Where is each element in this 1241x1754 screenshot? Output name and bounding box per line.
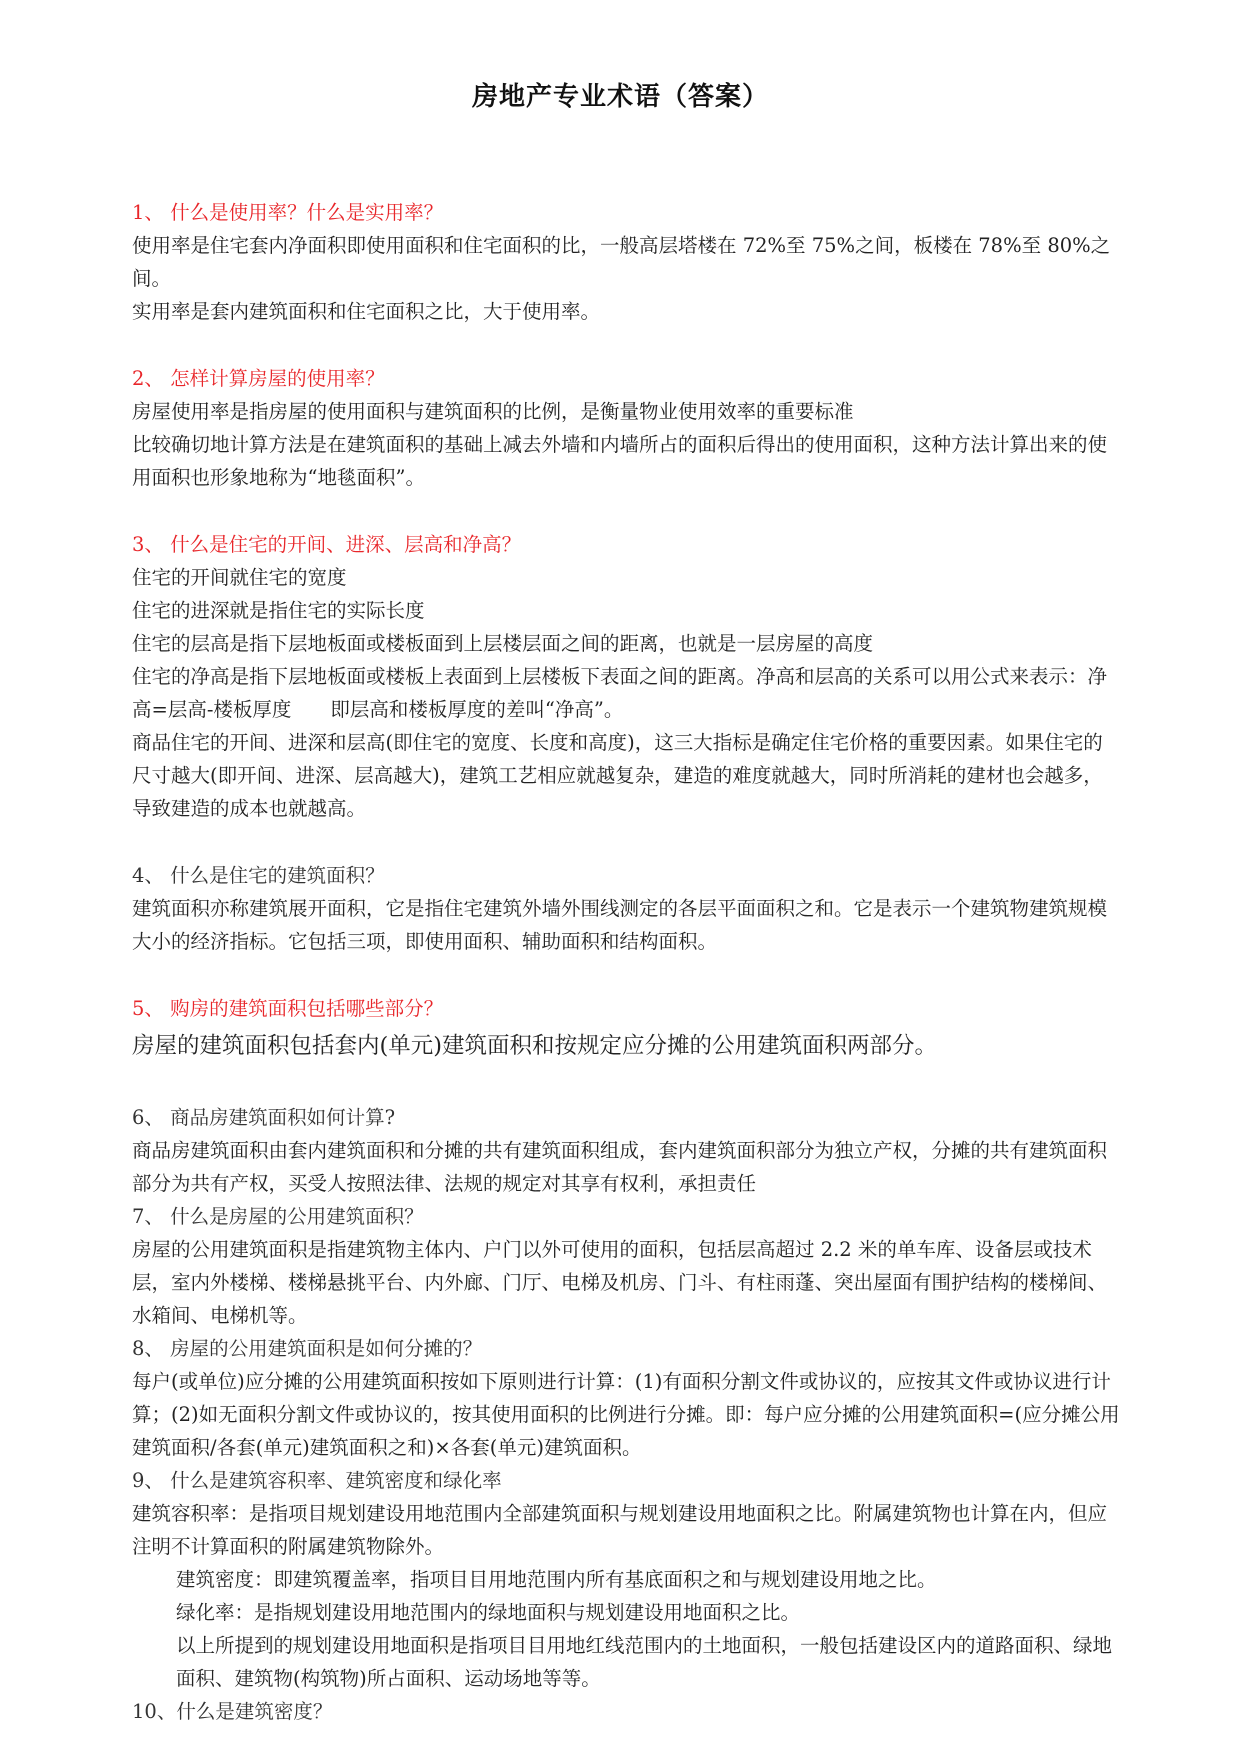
answer-paragraph: 建筑密度：即建筑覆盖率，指项目目用地范围内所有基底面积之和与规划建设用地之比。 — [176, 1568, 937, 1591]
question-4: 4、 什么是住宅的建筑面积？ — [132, 864, 385, 887]
answer-paragraph: 商品住宅的开间、进深和层高(即住宅的宽度、长度和高度)，这三大指标是确定住宅价格的重要因素。如果住宅的尺寸越大(即开间、进深、层高越大)，建筑工艺相应就越复杂，建造的难度就越大，同时所消耗的建材也会越多，导致建造的成本也就越高。 — [132, 731, 1103, 820]
spacer — [132, 958, 1122, 992]
answer-paragraph: 房屋的公用建筑面积是指建筑物主体内、户门以外可使用的面积，包括层高超过 2.2 米的单车库、设备层或技术层，室内外楼梯、楼梯悬挑平台、内外廊、门厅、电梯及机房、门斗、有柱雨蓬、突出屋面有围护结构的楼梯间、水箱间、电梯机等。 — [132, 1238, 1108, 1327]
answer-paragraph: 住宅的层高是指下层地板面或楼板面到上层楼层面之间的距离，也就是一层房屋的高度 — [132, 632, 874, 655]
spacer — [132, 494, 1122, 528]
answer-paragraph: 以上所提到的规划建设用地面积是指项目目用地红线范围内的土地面积，一般包括建设区内的道路面积、绿地面积、建筑物(构筑物)所占面积、运动场地等等。 — [176, 1634, 1113, 1690]
answer-paragraph: 实用率是套内建筑面积和住宅面积之比，大于使用率。 — [132, 300, 601, 323]
answer-paragraph: 建筑面积亦称建筑展开面积，它是指住宅建筑外墙外围线测定的各层平面面积之和。它是表示一个建筑物建筑规模大小的经济指标。它包括三项，即使用面积、辅助面积和结构面积。 — [132, 897, 1108, 953]
page-title: 房地产专业术语（答案） — [471, 82, 769, 112]
answer-paragraph: 住宅的进深就是指住宅的实际长度 — [132, 599, 425, 622]
question-9: 9、 什么是建筑容积率、建筑密度和绿化率 — [132, 1469, 502, 1492]
answer-paragraph: 比较确切地计算方法是在建筑面积的基础上减去外墙和内墙所占的面积后得出的使用面积，这种方法计算出来的使用面积也形象地称为“地毯面积”。 — [132, 433, 1108, 489]
answer-paragraph: 住宅的开间就住宅的宽度 — [132, 566, 347, 589]
question-3: 3、 什么是住宅的开间、进深、层高和净高？ — [132, 533, 522, 556]
question-6: 6、 商品房建筑面积如何计算? — [132, 1106, 396, 1129]
answer-paragraph: 绿化率：是指规划建设用地范围内的绿地面积与规划建设用地面积之比。 — [176, 1601, 801, 1624]
question-7: 7、 什么是房屋的公用建筑面积？ — [132, 1205, 424, 1228]
document-body — [132, 196, 1122, 1728]
answer-paragraph: 商品房建筑面积由套内建筑面积和分摊的共有建筑面积组成，套内建筑面积部分为独立产权，分摊的共有建筑面积部分为共有产权，买受人按照法律、法规的规定对其享有权利，承担责任 — [132, 1139, 1108, 1195]
question-5: 5、 购房的建筑面积包括哪些部分？ — [132, 997, 444, 1020]
question-2: 2、 怎样计算房屋的使用率？ — [132, 367, 385, 390]
spacer — [132, 328, 1122, 362]
question-10: 10、什么是建筑密度？ — [132, 1700, 333, 1723]
answer-paragraph: 住宅的净高是指下层地板面或楼板上表面到上层楼板下表面之间的距离。净高和层高的关系可以用公式来表示：净高=层高-楼板厚度 即层高和楼板厚度的差叫“净高”。 — [132, 665, 1108, 721]
answer-paragraph: 使用率是住宅套内净面积即使用面积和住宅面积的比，一般高层塔楼在 72%至 75%之间，板楼在 78%至 80%之间。 — [132, 234, 1111, 290]
answer-paragraph: 房屋使用率是指房屋的使用面积与建筑面积的比例，是衡量物业使用效率的重要标准 — [132, 400, 854, 423]
question-1: 1、 什么是使用率？什么是实用率？ — [132, 201, 444, 224]
answer-paragraph: 房屋的建筑面积包括套内(单元)建筑面积和按规定应分摊的公用建筑面积两部分。 — [132, 1033, 938, 1059]
spacer — [132, 825, 1122, 859]
spacer — [132, 1067, 1122, 1101]
answer-paragraph: 每户(或单位)应分摊的公用建筑面积按如下原则进行计算：(1)有面积分割文件或协议的，应按其文件或协议进行计算；(2)如无面积分割文件或协议的，按其使用面积的比例进行分摊。即：每户应分摊的公用建筑面积=(应分摊公用建筑面积/各套(单元)建筑面积之和)×各套(单元)建筑面积。 — [132, 1370, 1120, 1459]
answer-paragraph: 建筑容积率：是指项目规划建设用地范围内全部建筑面积与规划建设用地面积之比。附属建筑物也计算在内，但应注明不计算面积的附属建筑物除外。 — [132, 1502, 1108, 1558]
question-8: 8、 房屋的公用建筑面积是如何分摊的？ — [132, 1337, 483, 1360]
